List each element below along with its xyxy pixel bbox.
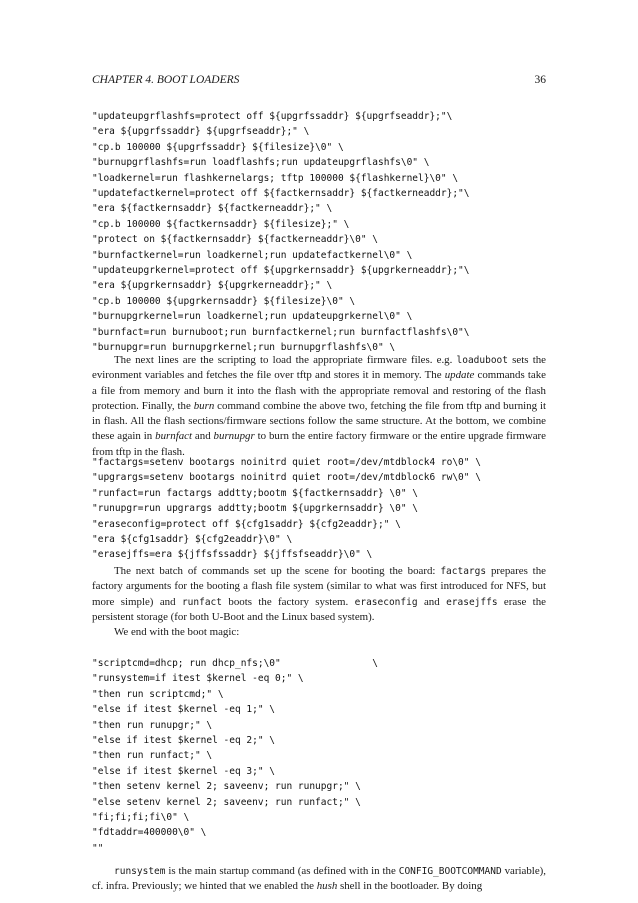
code-line: "burnfactkernel=run loadkernel;run updatefactkernel\0" \ — [92, 249, 413, 261]
emphasis: burn — [193, 399, 215, 412]
text-run: erase the persistent storage (for both U-Boot and the Linux based system). — [92, 595, 546, 623]
inline-code: runfact — [181, 596, 222, 608]
code-line: "burnupgrflashfs=run loadflashfs;run updateupgrflashfs\0" \ — [92, 157, 430, 169]
code-line: "era ${upgrfssaddr} ${upgrfseaddr};" \ — [92, 126, 310, 138]
code-line: "eraseconfig=protect off ${cfg1saddr} ${cfg2eaddr};" \ — [92, 518, 401, 530]
inline-code: loaduboot — [456, 355, 508, 366]
code-line: "" — [92, 842, 104, 854]
code-line: "burnupgrkernel=run loadkernel;run updateupgrkernel\0" \ — [92, 311, 413, 323]
code-line: "loadkernel=run flashkernelargs; tftp 100000 ${flashkernel}\0" \ — [92, 172, 459, 184]
chapter-title: CHAPTER 4. BOOT LOADERS — [92, 74, 240, 86]
code-line: "else if itest $kernel -eq 2;" \ — [92, 735, 276, 747]
text-run: commands take a file from memory and burn it into the flash with the appropriate removal and restoring of the flash protection. Finally, the — [92, 369, 546, 412]
text-run: command combine the above two, fetching the file from tftp and burning it in flash. All the flash sections/firmware sections follow the same structure. At the bottom, we combine these again in — [92, 399, 546, 443]
code-line: "cp.b 100000 ${factkernsaddr} ${filesize};" \ — [92, 218, 350, 230]
code-line: "cp.b 100000 ${upgrfssaddr} ${filesize}\0" \ — [92, 141, 344, 153]
code-line: "else if itest $kernel -eq 3;" \ — [92, 765, 276, 777]
code-line: "else setenv kernel 2; saveenv; run runfact;" \ — [92, 796, 361, 808]
text-run: The next batch of commands set up the scene for booting the board: — [114, 565, 441, 577]
paragraph-runsystem — [92, 864, 546, 895]
text-run: variable), cf. infra. Previously; we hinted that we enabled the — [92, 865, 546, 893]
code-line: "updateupgrkernel=protect off ${upgrkernsaddr} ${upgrkerneaddr};"\ — [92, 265, 470, 277]
code-line: "era ${cfg1saddr} ${cfg2eaddr}\0" \ — [92, 534, 293, 546]
code-line: "runfact=run factargs addtty;bootm ${factkernsaddr} \0" \ — [92, 487, 419, 499]
emphasis: hush — [316, 880, 338, 893]
code-line: "runsystem=if itest $kernel -eq 0;" \ — [92, 673, 304, 685]
code-line: "era ${upgrkernsaddr} ${upgrkerneaddr};" \ — [92, 280, 333, 292]
text-run: shell in the bootloader. By doing — [337, 880, 483, 893]
code-line: "then run runfact;" \ — [92, 750, 213, 762]
code-line: "erasejffs=era ${jffsfssaddr} ${jffsfseaddr}\0" \ — [92, 549, 373, 561]
code-line: "fdtaddr=400000\0" \ — [92, 827, 207, 839]
inline-code: runsystem — [114, 866, 166, 877]
code-line: "fi;fi;fi;fi\0" \ — [92, 812, 190, 824]
paragraph-boot-magic: We end with the boot magic: — [114, 626, 240, 638]
inline-code: eraseconfig — [354, 596, 418, 608]
code-line: "upgrargs=setenv bootargs noinitrd quiet root=/dev/mtdblock6 rw\0" \ — [92, 472, 481, 484]
code-line: "burnupgr=run burnupgrkernel;run burnupgrflashfs\0" \ — [92, 342, 396, 354]
code-line: "era ${factkernsaddr} ${factkerneaddr};" \ — [92, 203, 333, 215]
code-line: "then run runupgr;" \ — [92, 719, 213, 731]
code-line: "protect on ${factkernsaddr} ${factkerneaddr}\0" \ — [92, 234, 378, 246]
code-line: "burnfact=run burnuboot;run burnfactkernel;run burnfactflashfs\0"\ — [92, 326, 470, 338]
text-run: and — [192, 430, 214, 443]
inline-code: factargs — [440, 566, 487, 577]
code-block-env-burn — [92, 109, 470, 356]
text-run: sets the evironment variables and fetches the file over tftp and stores it in memory. The — [92, 354, 546, 382]
code-line: "then run scriptcmd;" \ — [92, 688, 224, 700]
code-line: "updatefactkernel=protect off ${factkernsaddr} ${factkerneaddr};"\ — [92, 188, 470, 200]
code-block-bootargs — [92, 455, 481, 563]
inline-code: erasejffs — [446, 596, 498, 608]
emphasis: burnupgr — [213, 430, 255, 443]
code-line: "scriptcmd=dhcp; run dhcp_nfs;\0" \ — [92, 658, 378, 669]
emphasis: burnfact — [155, 430, 193, 443]
code-block-runsystem — [92, 656, 378, 856]
text-run: The next lines are the scripting to load the appropriate firmware files. e.g. — [114, 354, 457, 366]
text-run: prepares the factory arguments for the booting a flash file system (similar to what was first introduced for NFS, but more simple) and — [92, 565, 546, 608]
text-run: boots the factory system. — [221, 595, 355, 608]
paragraph-scripting — [92, 353, 546, 460]
code-line: "updateupgrflashfs=protect off ${upgrfssaddr} ${upgrfseaddr};"\ — [92, 111, 453, 122]
code-line: "factargs=setenv bootargs noinitrd quiet root=/dev/mtdblock4 ro\0" \ — [92, 457, 481, 468]
code-line: "then setenv kernel 2; saveenv; run runupgr;" \ — [92, 781, 361, 793]
text-run: is the main startup command (as defined with in the — [165, 865, 399, 877]
inline-code: CONFIG_BOOTCOMMAND — [398, 866, 502, 877]
code-line: "runupgr=run upgrargs addtty;bootm ${upgrkernsaddr} \0" \ — [92, 503, 419, 515]
paragraph-boot-setup — [92, 564, 546, 625]
code-line: "else if itest $kernel -eq 1;" \ — [92, 704, 276, 716]
page-header — [92, 74, 546, 86]
emphasis: update — [444, 369, 475, 382]
page-number: 36 — [534, 74, 546, 86]
text-run: to burn the entire factory firmware or the entire upgrade firmware from tftp in the flash. — [92, 430, 546, 458]
text-run: and — [417, 595, 447, 608]
code-line: "cp.b 100000 ${upgrkernsaddr} ${filesize}\0" \ — [92, 295, 356, 307]
